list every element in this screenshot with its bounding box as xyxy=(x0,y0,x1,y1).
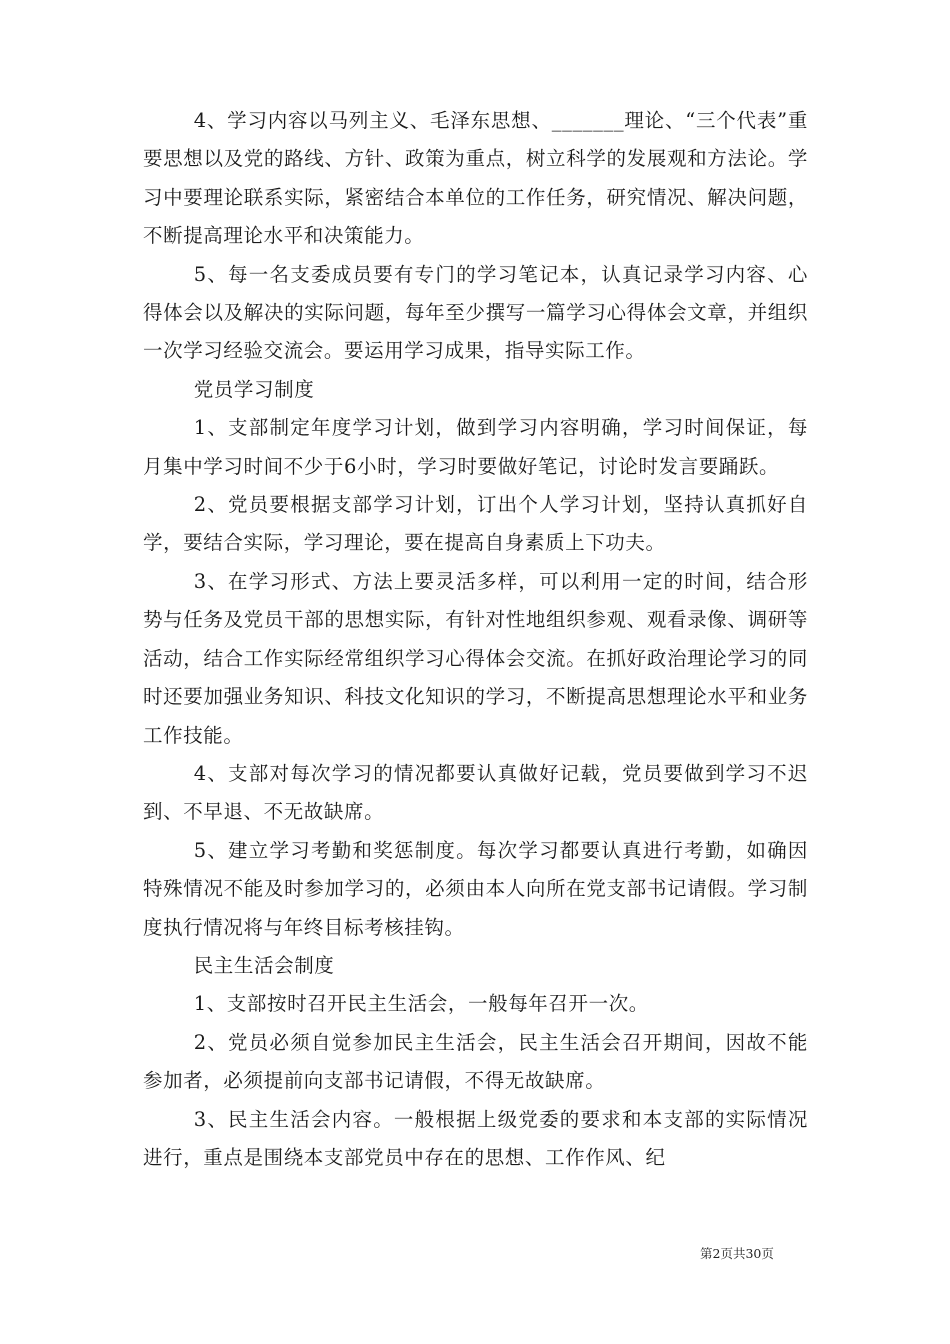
paragraph-democratic-life-item-1: 1、支部按时召开民主生活会，一般每年召开一次。 xyxy=(193,992,649,1016)
section-heading-democratic-life: 民主生活会制度 xyxy=(193,953,335,977)
document-body xyxy=(143,102,808,1177)
paragraph-member-study-item-3: 3、在学习形式、方法上要灵活多样，可以利用一定的时间，结合形势与任务及党员干部的思想实际，有针对性地组织参观、观看录像、调研等活动，结合工作实际经常组织学习心得体会交流。在抓好政治理论学习的同时还要加强业务知识、科技文化知识的学习，不断提高思想理论水平和业务工作技能。 xyxy=(143,569,808,747)
paragraph-member-study-item-2: 2、党员要根据支部学习计划，订出个人学习计划，坚持认真抓好自学，要结合实际，学习理论，要在提高自身素质上下功夫。 xyxy=(143,493,808,555)
paragraph-leader-study-item-5: 5、每一名支委成员要有专门的学习笔记本，认真记录学习内容、心得体会以及解决的实际问题，每年至少撰写一篇学习心得体会文章，并组织一次学习经验交流会。要运用学习成果，指导实际工作。 xyxy=(143,262,808,363)
paragraph-leader-study-item-4: 4、学习内容以马列主义、毛泽东思想、_______理论、“三个代表”重要思想以及党的路线、方针、政策为重点，树立科学的发展观和方法论。学习中要理论联系实际，紧密结合本单位的工作任务，研究情况、解决问题，不断提高理论水平和决策能力。 xyxy=(143,109,808,248)
paragraph-member-study-item-4: 4、支部对每次学习的情况都要认真做好记载，党员要做到学习不迟到、不早退、不无故缺席。 xyxy=(143,761,808,824)
paragraph-member-study-item-5: 5、建立学习考勤和奖惩制度。每次学习都要认真进行考勤，如确因特殊情况不能及时参加学习的，必须由本人向所在党支部书记请假。学习制度执行情况将与年终目标考核挂钩。 xyxy=(143,838,808,939)
section-heading-member-study: 党员学习制度 xyxy=(193,377,315,401)
page-number: 第2页共30页 xyxy=(700,1246,774,1261)
paragraph-democratic-life-item-2: 2、党员必须自觉参加民主生活会，民主生活会召开期间，因故不能参加者，必须提前向支部书记请假，不得无故缺席。 xyxy=(143,1030,808,1093)
paragraph-democratic-life-item-3: 3、民主生活会内容。一般根据上级党委的要求和本支部的实际情况进行，重点是围绕本支部党员中存在的思想、工作作风、纪 xyxy=(143,1107,808,1169)
paragraph-member-study-item-1: 1、支部制定年度学习计划，做到学习内容明确，学习时间保证，每月集中学习时间不少于6小时，学习时要做好笔记，讨论时发言要踊跃。 xyxy=(143,416,808,478)
